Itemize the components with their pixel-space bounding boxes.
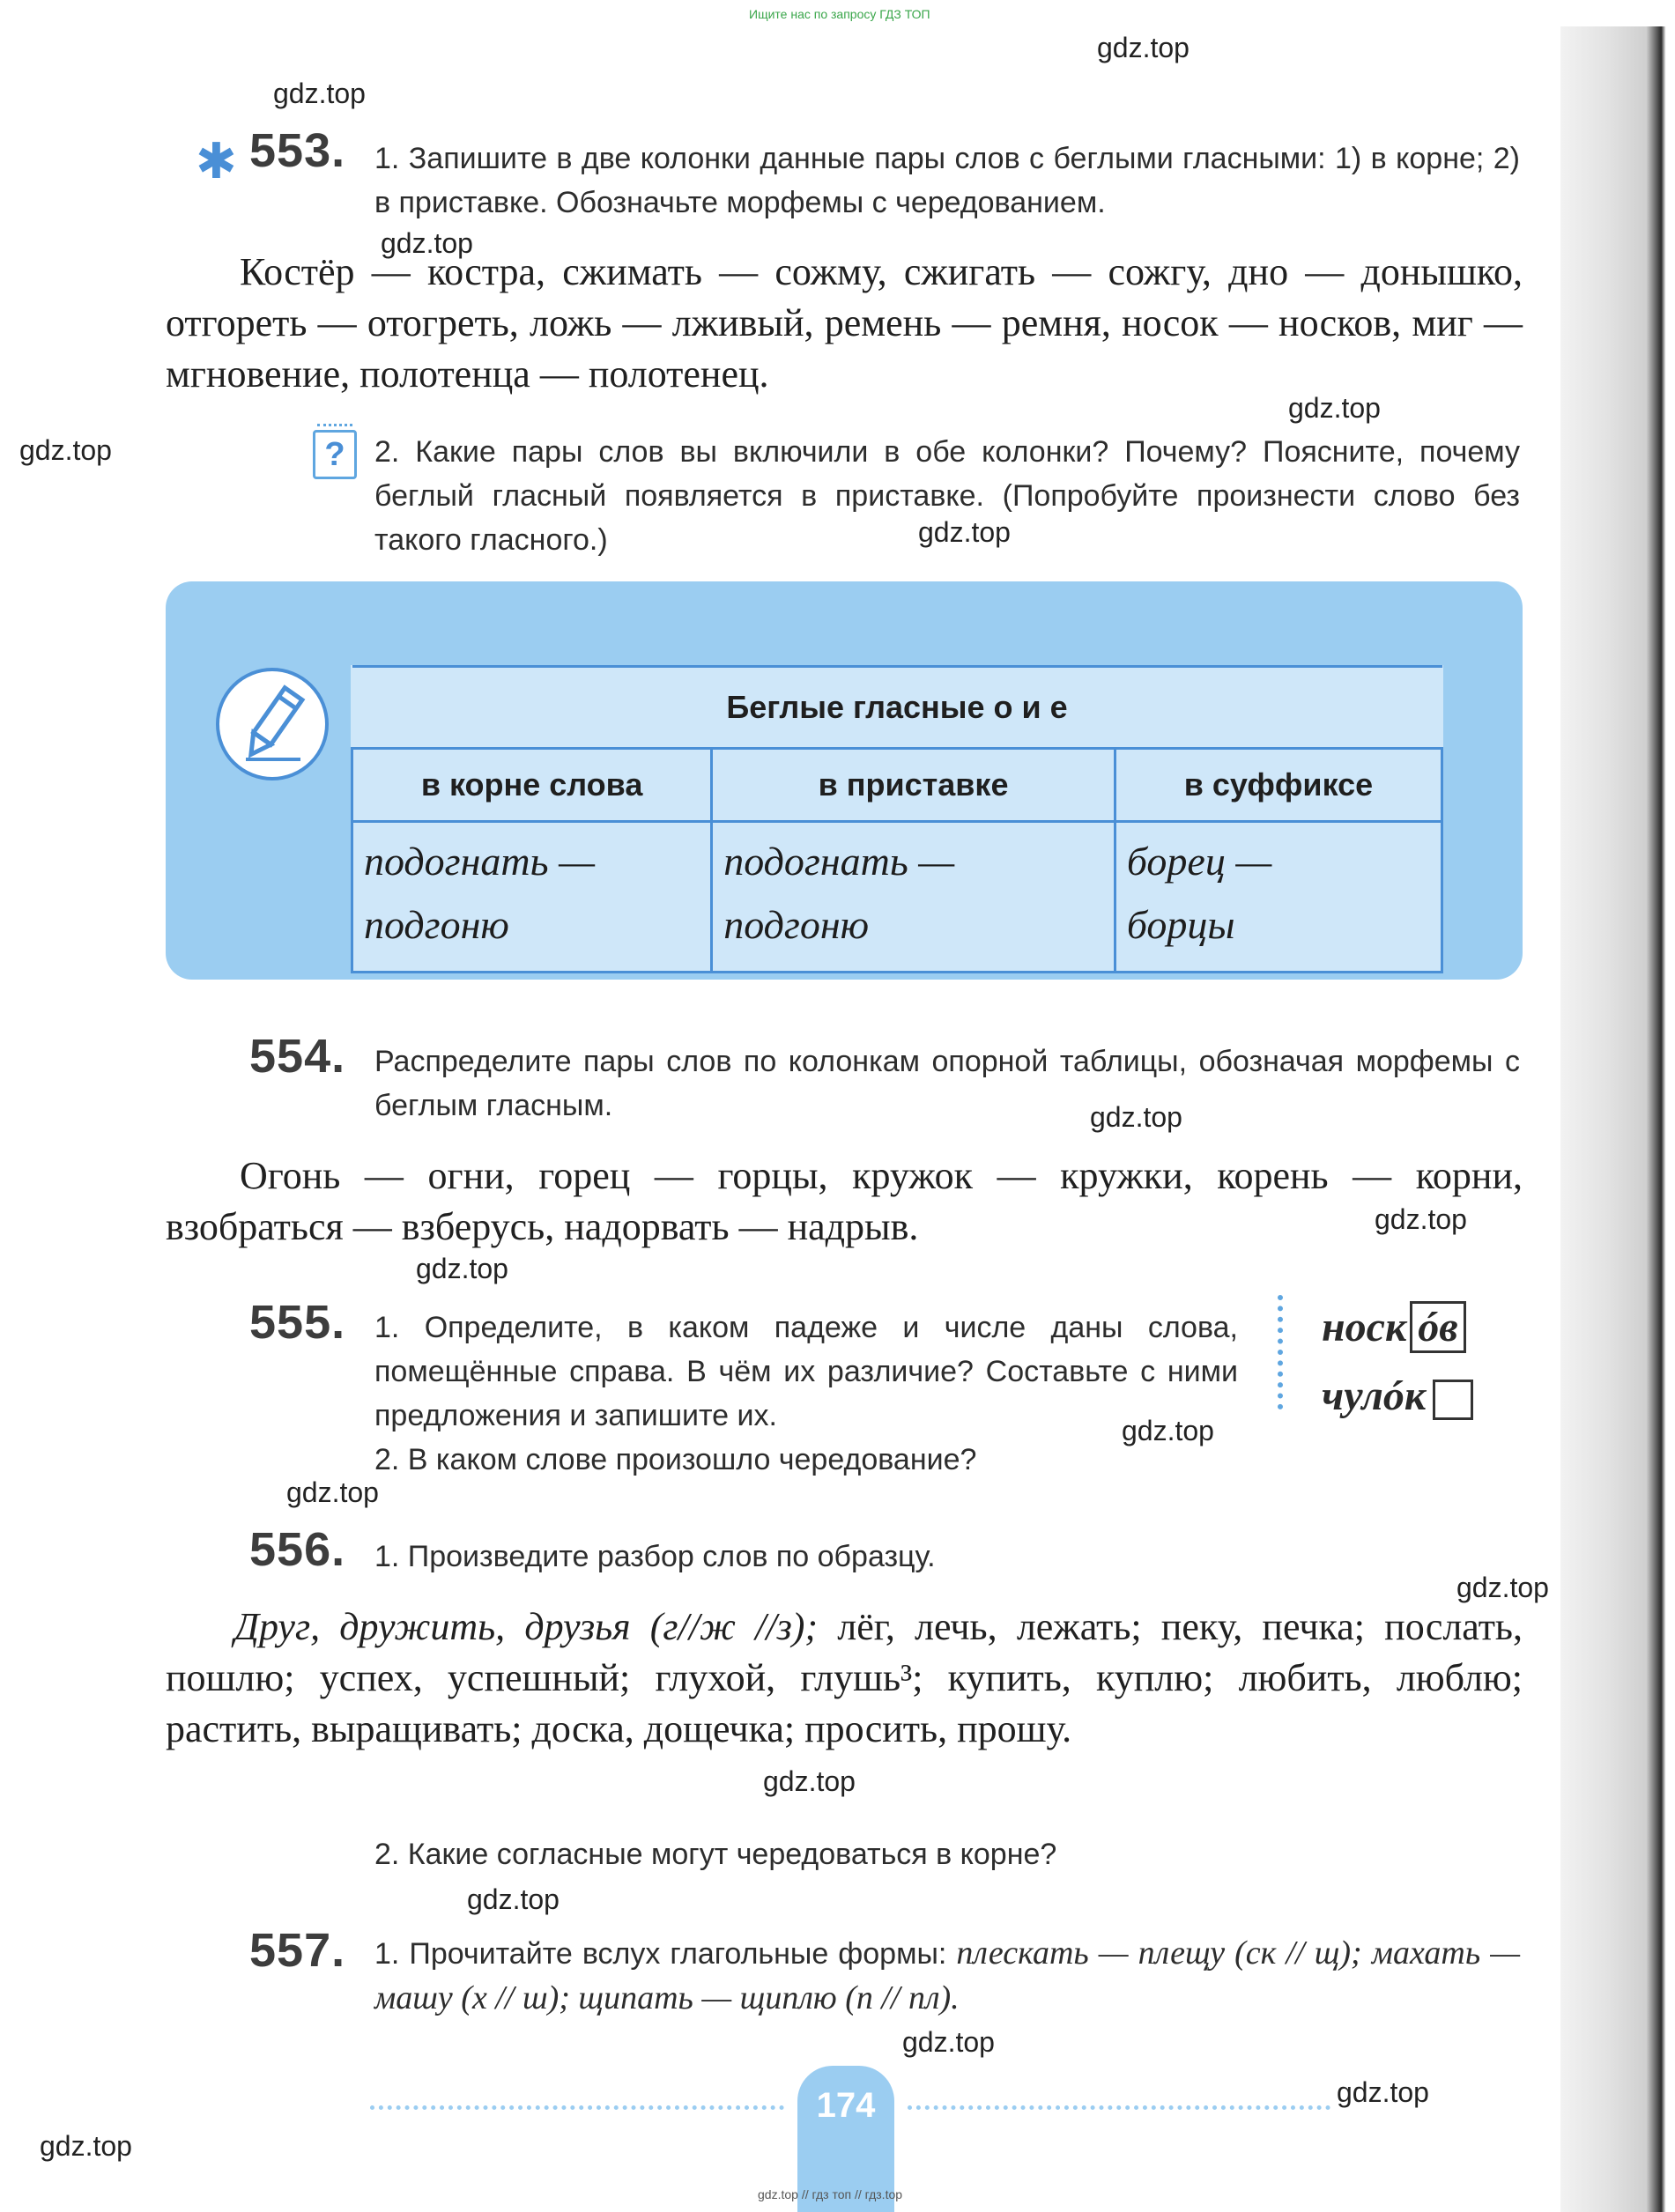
column-header-suffix: в суффиксе [1115, 749, 1442, 822]
column-header-root: в корне слова [352, 749, 712, 822]
exercise-553-task-1: 1. Запишите в две колонки данные пары слов с беглыми гласными: 1) в корне; 2) в приставке. Обозначьте морфемы с чередованием. [374, 142, 1520, 219]
bottom-note: gdz.top // гдз топ // гдз.top [758, 2187, 903, 2201]
exercise-556-task-1: 1. Произведите разбор слов по образцу. [374, 1540, 936, 1573]
watermark: gdz.top [763, 1765, 856, 1797]
example-word: подгоню [723, 902, 870, 947]
watermark: gdz.top [381, 227, 473, 259]
side-words [1322, 1293, 1473, 1431]
watermark: gdz.top [40, 2130, 132, 2162]
watermark: gdz.top [1122, 1415, 1214, 1446]
exercise-554-task: Распределите пары слов по колонкам опорной таблицы, обозначая морфемы с беглым гласным. [374, 1045, 1520, 1122]
empty-ending-box [1433, 1380, 1473, 1420]
watermark: gdz.top [286, 1476, 379, 1508]
example-word: борец — [1126, 839, 1272, 884]
dotted-divider [1278, 1295, 1288, 1409]
side-word: носк [1322, 1304, 1407, 1350]
side-word-ending: óв [1410, 1301, 1465, 1353]
star-icon: ✱ [196, 133, 237, 189]
watermark: gdz.top [1288, 392, 1381, 424]
exercise-553-task-2: 2. Какие пары слов вы включили в обе колонки? Почему? Поясните, почему беглый гласный появляется в приставке. (Попробуйте произнести слово без такого гласного.) [374, 435, 1520, 557]
watermark: gdz.top [1375, 1203, 1467, 1235]
footer-dotted-line [908, 2105, 1330, 2113]
side-word: чулóк [1322, 1372, 1427, 1419]
watermark: gdz.top [1456, 1572, 1549, 1603]
exercise-554-words: Огонь — огни, горец — горцы, кружок — кружки, корень — корни, взобраться — взберусь, надорвать — надрыв. [166, 1154, 1523, 1248]
exercise-557-task [374, 1931, 1520, 2021]
exercise-number-556: 556. [249, 1523, 346, 1576]
example-word: борцы [1126, 902, 1235, 947]
table-cell-suffix [1115, 822, 1442, 973]
footer-dotted-line [370, 2105, 784, 2113]
top-note: Ищите нас по запросу ГДЗ ТОП [749, 7, 930, 21]
watermark: gdz.top [467, 1883, 560, 1915]
pencil-icon [216, 668, 329, 780]
example-word: подгоню [364, 902, 509, 947]
watermark: gdz.top [1097, 32, 1190, 63]
exercise-556-words [166, 1602, 1523, 1755]
task-lead: 1. Прочитайте вслух глагольные формы: [374, 1937, 947, 1971]
book-spine-shadow [1560, 26, 1675, 2212]
question-icon: ? [313, 430, 357, 479]
page-number: 174 [797, 2066, 894, 2212]
exercise-556-task-2: 2. Какие согласные могут чередоваться в корне? [374, 1838, 1057, 1871]
watermark: gdz.top [902, 2026, 995, 2058]
table-cell-prefix [712, 822, 1115, 973]
verb-forms: плескать — плещу (ск // щ); махать — машу (х // ш); щипать — щиплю (п // пл). [374, 1935, 1521, 2016]
column-header-prefix: в приставке [712, 749, 1115, 822]
table-title: Беглые гласные о и е [352, 667, 1442, 749]
watermark: gdz.top [918, 516, 1011, 548]
example-word: подогнать — [723, 839, 955, 884]
watermark: gdz.top [273, 78, 366, 109]
sample-analysis: Друг, дружить, друзья (г//ж //з); [234, 1605, 819, 1648]
exercise-number-557: 557. [249, 1924, 346, 1977]
exercise-number-555: 555. [249, 1296, 346, 1349]
exercise-555-task-2: 2. В каком слове произошло чередование? [374, 1443, 977, 1476]
table-cell-root [352, 822, 712, 973]
exercise-555-task-1: 1. Определите, в каком падеже и числе даны слова, помещённые справа. В чём их различие? Составьте с ними предложения и запишите их. [374, 1311, 1238, 1432]
word-list: лёг, лечь, лежать; пеку, печка; послать, пошлю; успех, успешный; глухой, глушь³; купить, куплю; любить, люблю; растить, выращивать; доска, дощечка; просить, прошу. [166, 1605, 1523, 1750]
exercise-number-554: 554. [249, 1030, 346, 1083]
exercise-number-553: 553. [249, 124, 346, 177]
watermark: gdz.top [1090, 1101, 1182, 1133]
watermark: gdz.top [416, 1253, 508, 1284]
exercise-553-words: Костёр — костра, сжимать — сожму, сжигать — сожгу, дно — донышко, отгореть — отогреть, ложь — лживый, ремень — ремня, носок — носков, миг — мгновение, полотенца — полотенец. [166, 250, 1523, 396]
example-word: подогнать — [364, 839, 595, 884]
watermark: gdz.top [1337, 2076, 1429, 2108]
watermark: gdz.top [19, 434, 112, 466]
vowels-reference-table [351, 665, 1443, 973]
